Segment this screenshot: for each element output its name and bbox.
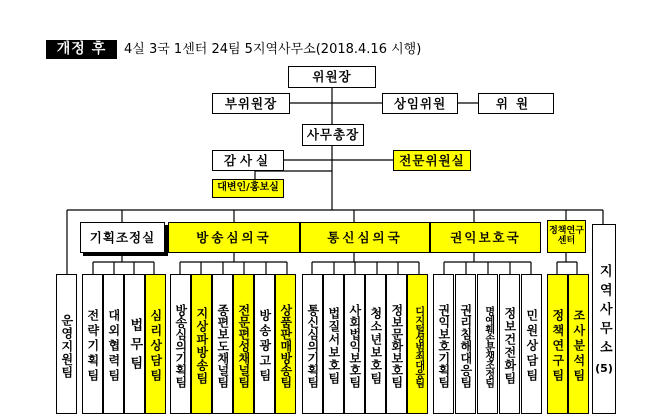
team-t20: 명예훼손분쟁조정팀	[477, 274, 498, 414]
standing-member-box: 상임위원	[382, 93, 458, 114]
vice-chairman-box: 부위원장	[212, 93, 290, 114]
team-t17: 디지털성범죄대응팀	[407, 274, 428, 414]
team-t3: 대외협력팀	[103, 274, 124, 414]
dept-communications: 통신심의국	[300, 222, 430, 253]
team-t10: 방송광고팀	[254, 274, 275, 414]
regional-offices-label: 지역사무소	[596, 263, 612, 359]
team-t2: 전략기획팀	[82, 274, 103, 414]
chairman-box: 위원장	[288, 66, 376, 88]
team-t12: 통신심의기획팀	[302, 274, 323, 414]
team-t21: 정보건전화팀	[499, 274, 520, 414]
team-t4: 법무팀	[124, 274, 145, 414]
team-t22: 민원상담팀	[521, 274, 542, 414]
team-t1: 운영지원팀	[56, 274, 77, 414]
team-t6: 방송심의기획팀	[170, 274, 191, 414]
regional-offices-count: (5)	[595, 361, 613, 375]
secretary-general-box: 사무총장	[302, 124, 364, 146]
dept-policy-research-center: 정책연구센터	[547, 220, 586, 253]
dept-rights-protection: 권익보호국	[430, 222, 541, 253]
member-box: 위원	[478, 93, 554, 114]
team-t7: 지상파방송팀	[191, 274, 212, 414]
spokesperson-box: 대변인/홍보실	[212, 179, 284, 198]
team-t11: 상품판매방송팀	[275, 274, 296, 414]
team-t8: 종편보도채널팀	[212, 274, 233, 414]
team-t19: 권리침해대응팀	[455, 274, 476, 414]
header-description: 4실 3국 1센터 24팀 5지역사무소(2018.4.16 시행)	[124, 42, 422, 57]
team-t13: 법질서보호팀	[323, 274, 344, 414]
team-t15: 청소년보호팀	[365, 274, 386, 414]
dept-planning: 기획조정실	[80, 222, 165, 253]
team-t18: 권익보호기획팀	[433, 274, 454, 414]
team-t5: 심리상담팀	[145, 274, 166, 414]
dept-broadcasting: 방송심의국	[168, 222, 300, 253]
audit-office-box: 감사실	[212, 150, 284, 171]
expert-committee-box: 전문위원실	[393, 150, 471, 171]
team-t14: 사회법익보호팀	[344, 274, 365, 414]
team-t9: 전문편성채널팀	[233, 274, 254, 414]
team-t24: 조사분석팀	[568, 274, 589, 414]
team-t23: 정책연구팀	[547, 274, 568, 414]
team-t16: 정보문화보호팀	[386, 274, 407, 414]
header-badge: 개정 후	[46, 40, 117, 59]
regional-offices-box	[592, 224, 616, 414]
